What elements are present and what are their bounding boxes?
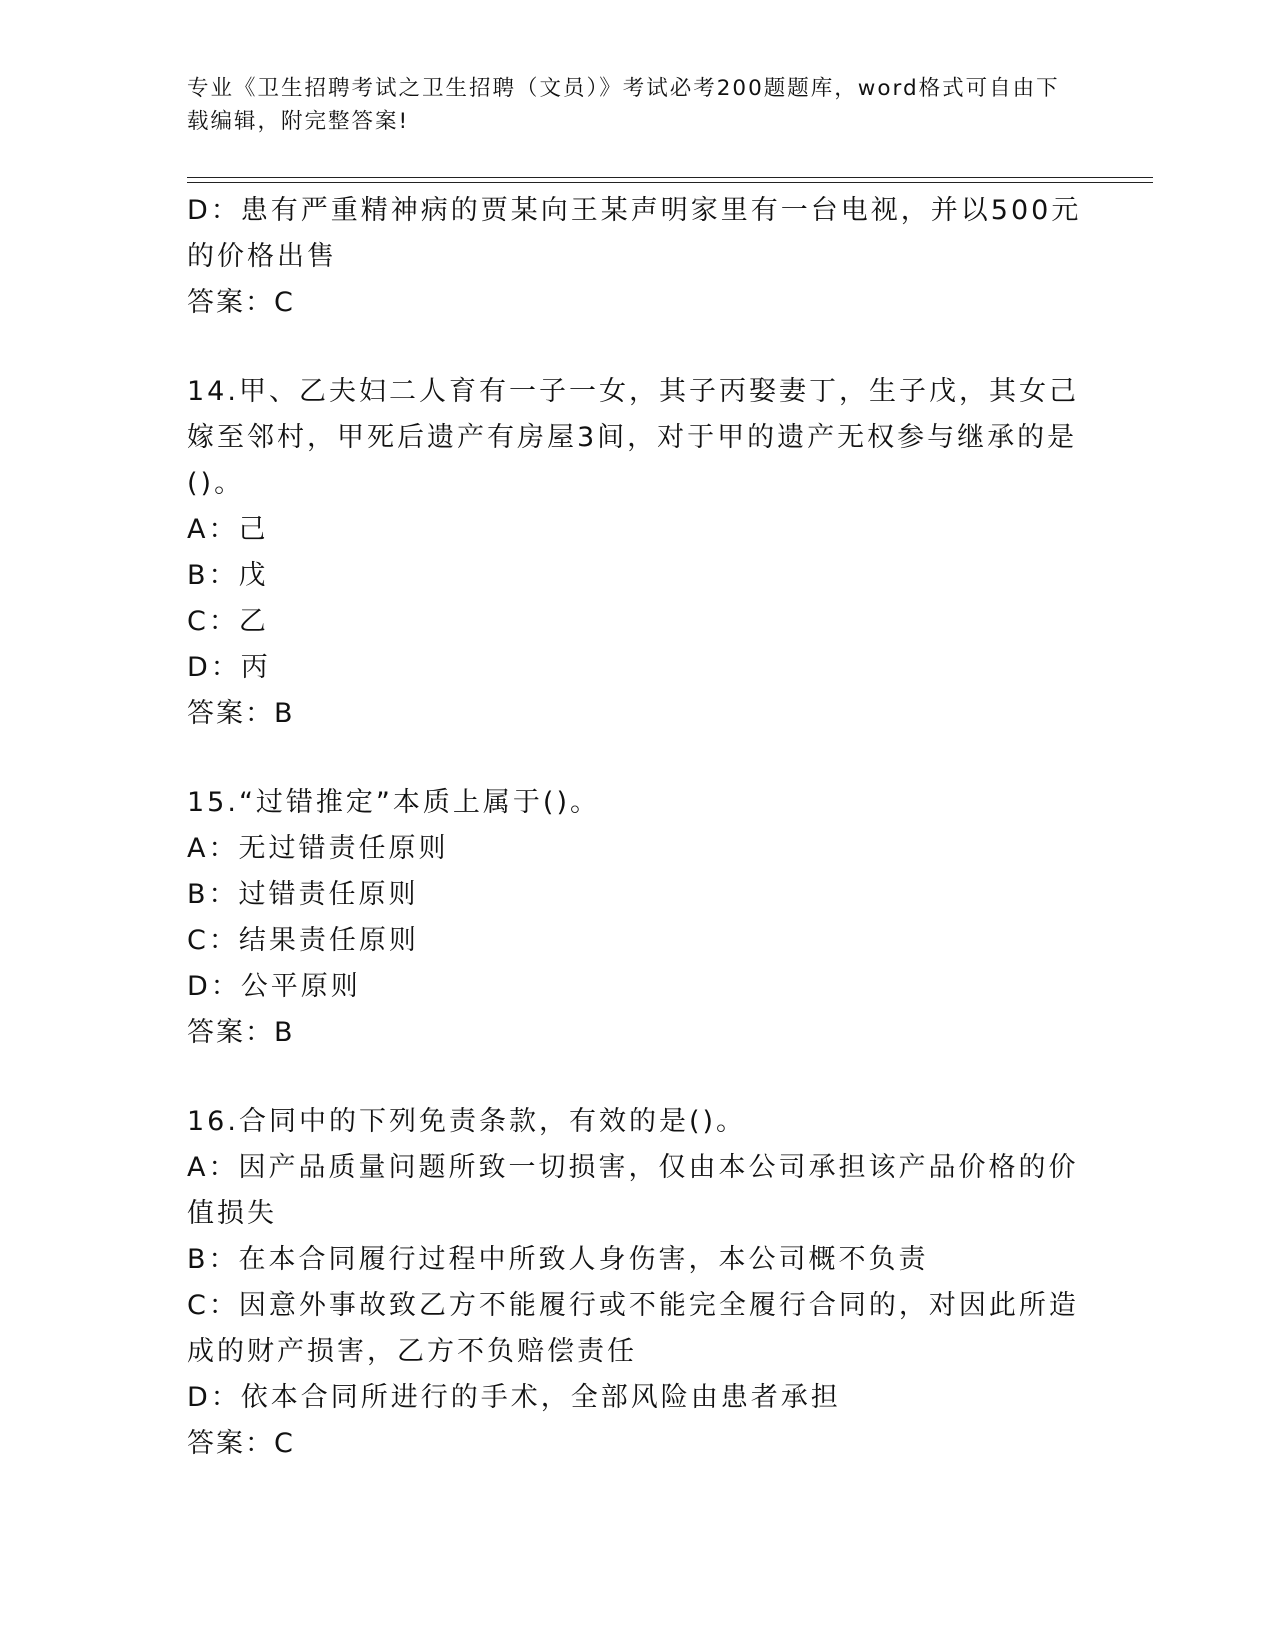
option-c: C：因意外事故致乙方不能履行或不能完全履行合同的，对因此所造成的财产损害，乙方不负赔偿责任: [187, 1290, 1079, 1367]
option-d: D：依本合同所进行的手术，全部风险由患者承担: [187, 1382, 841, 1413]
option-c: C：乙: [187, 606, 269, 637]
question-text: 16.合同中的下列免责条款，有效的是()。: [187, 1106, 747, 1137]
option-d: D：患有严重精神病的贾某向王某声明家里有一台电视，并以500元的价格出售: [187, 195, 1082, 272]
option-d: D：公平原则: [187, 971, 361, 1002]
option-d: D：丙: [187, 652, 271, 683]
option-b: B：在本合同履行过程中所致人身伤害，本公司概不负责: [187, 1244, 929, 1275]
option-a: A：无过错责任原则: [187, 833, 449, 864]
question-list: [187, 188, 1087, 1467]
option-a: A：因产品质量问题所致一切损害，仅由本公司承担该产品价格的价值损失: [187, 1152, 1079, 1229]
header-rule-top: [187, 177, 1153, 178]
question-text: 15.“过错推定”本质上属于()。: [187, 787, 600, 818]
answer: 答案：B: [187, 698, 295, 729]
question-14: [187, 369, 1087, 737]
option-b: B：戊: [187, 560, 269, 591]
option-b: B：过错责任原则: [187, 879, 419, 910]
answer: 答案：B: [187, 1017, 295, 1048]
question-text: 14.甲、乙夫妇二人育有一子一女，其子丙娶妻丁，生子戊，其女己嫁至邻村，甲死后遗产有房屋3间，对于甲的遗产无权参与继承的是()。: [187, 376, 1079, 499]
answer: 答案：C: [187, 287, 295, 318]
answer: 答案：C: [187, 1428, 295, 1459]
question-15: [187, 780, 1087, 1056]
question-13-tail: [187, 188, 1087, 326]
option-c: C：结果责任原则: [187, 925, 419, 956]
header-rule-bottom: [187, 182, 1153, 183]
question-16: [187, 1099, 1087, 1467]
option-a: A：己: [187, 514, 269, 545]
document-header: 专业《卫生招聘考试之卫生招聘（文员）》考试必考200题题库，word格式可自由下载编辑，附完整答案!: [187, 76, 1060, 134]
